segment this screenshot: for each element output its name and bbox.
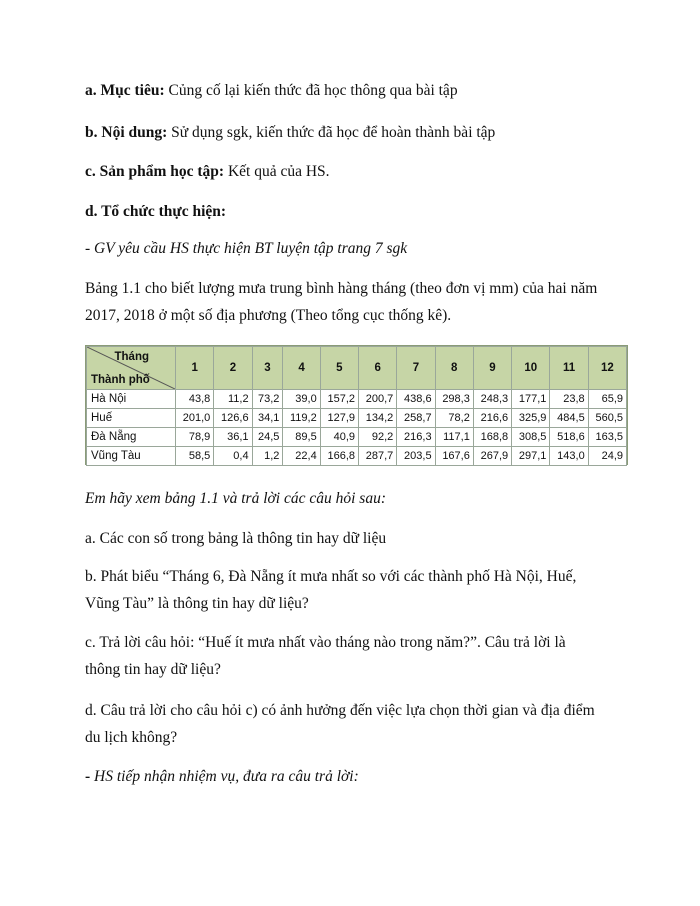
value-cell: 40,9 — [320, 428, 358, 447]
gv-task: - GV yêu cầu HS thực hiện BT luyện tập trang 7 sgk — [85, 240, 408, 257]
value-cell: 167,6 — [435, 447, 473, 466]
value-cell: 216,3 — [397, 428, 435, 447]
value-cell: 126,6 — [214, 409, 252, 428]
month-header: 10 — [512, 347, 550, 390]
city-cell: Hà Nội — [87, 390, 176, 409]
month-header: 1 — [176, 347, 214, 390]
value-cell: 177,1 — [512, 390, 550, 409]
to-chuc-line — [85, 203, 226, 221]
question-intro: Em hãy xem bảng 1.1 và trả lời các câu hỏi sau: — [85, 490, 386, 507]
month-header: 9 — [473, 347, 511, 390]
value-cell: 143,0 — [550, 447, 588, 466]
month-header: 6 — [359, 347, 397, 390]
hs-task-text: HS tiếp nhận nhiệm vụ, đưa ra câu trả lời: — [90, 768, 359, 785]
value-cell: 308,5 — [512, 428, 550, 447]
intro-line-2: 2017, 2018 ở một số địa phương (Theo tổng cục thống kê). — [85, 307, 452, 324]
value-cell: 73,2 — [252, 390, 283, 409]
value-cell: 22,4 — [283, 447, 320, 466]
value-cell: 248,3 — [473, 390, 511, 409]
value-cell: 298,3 — [435, 390, 473, 409]
table-row — [87, 428, 627, 447]
corner-label-city: Thành phố — [91, 374, 150, 386]
value-cell: 39,0 — [283, 390, 320, 409]
value-cell: 78,2 — [435, 409, 473, 428]
value-cell: 24,5 — [252, 428, 283, 447]
table-row — [87, 447, 627, 466]
muc-tieu-line — [85, 82, 458, 100]
month-header: 5 — [320, 347, 358, 390]
value-cell: 325,9 — [512, 409, 550, 428]
table-row — [87, 390, 627, 409]
value-cell: 34,1 — [252, 409, 283, 428]
san-pham-text: Kết quả của HS. — [224, 163, 330, 180]
hs-task-line — [85, 768, 359, 786]
question-a: a. Các con số trong bảng là thông tin hay dữ liệu — [85, 530, 387, 547]
question-d-line-1: d. Câu trả lời cho câu hỏi c) có ảnh hưởng đến việc lựa chọn thời gian và địa điểm — [85, 702, 595, 719]
question-d-line-2: du lịch không? — [85, 729, 178, 746]
value-cell: 36,1 — [214, 428, 252, 447]
value-cell: 157,2 — [320, 390, 358, 409]
corner-label-month: Tháng — [114, 351, 149, 363]
value-cell: 24,9 — [588, 447, 626, 466]
month-header: 7 — [397, 347, 435, 390]
value-cell: 166,8 — [320, 447, 358, 466]
value-cell: 58,5 — [176, 447, 214, 466]
value-cell: 297,1 — [512, 447, 550, 466]
san-pham-label: c. Sản phẩm học tập: — [85, 163, 225, 180]
city-cell: Đà Nẵng — [87, 428, 176, 447]
noi-dung-label: b. Nội dung: — [85, 124, 168, 141]
table-row — [87, 409, 627, 428]
value-cell: 117,1 — [435, 428, 473, 447]
value-cell: 200,7 — [359, 390, 397, 409]
san-pham-line — [85, 163, 330, 181]
table-header-row — [87, 347, 627, 390]
value-cell: 0,4 — [214, 447, 252, 466]
month-header: 12 — [588, 347, 626, 390]
city-cell: Huế — [87, 409, 176, 428]
question-c-line-1: c. Trả lời câu hỏi: “Huế ít mưa nhất vào tháng nào trong năm?”. Câu trả lời là — [85, 634, 566, 651]
muc-tieu-label: a. Mục tiêu: — [85, 82, 165, 99]
muc-tieu-text: Củng cố lại kiến thức đã học thông qua bài tập — [164, 82, 458, 99]
value-cell: 287,7 — [359, 447, 397, 466]
month-header: 3 — [252, 347, 283, 390]
value-cell: 484,5 — [550, 409, 588, 428]
rainfall-table-wrapper — [85, 345, 628, 465]
value-cell: 43,8 — [176, 390, 214, 409]
value-cell: 216,6 — [473, 409, 511, 428]
value-cell: 127,9 — [320, 409, 358, 428]
value-cell: 134,2 — [359, 409, 397, 428]
intro-line-1: Bảng 1.1 cho biết lượng mưa trung bình hàng tháng (theo đơn vị mm) của hai năm — [85, 280, 598, 297]
value-cell: 267,9 — [473, 447, 511, 466]
city-cell: Vũng Tàu — [87, 447, 176, 466]
value-cell: 89,5 — [283, 428, 320, 447]
value-cell: 438,6 — [397, 390, 435, 409]
question-b-line-1: b. Phát biểu “Tháng 6, Đà Nẵng ít mưa nhất so với các thành phố Hà Nội, Huế, — [85, 568, 577, 585]
table-corner-cell — [87, 347, 176, 390]
month-header: 4 — [283, 347, 320, 390]
value-cell: 65,9 — [588, 390, 626, 409]
noi-dung-text: Sử dụng sgk, kiến thức đã học để hoàn thành bài tập — [167, 124, 496, 141]
value-cell: 163,5 — [588, 428, 626, 447]
value-cell: 168,8 — [473, 428, 511, 447]
question-c-line-2: thông tin hay dữ liệu? — [85, 661, 221, 678]
rainfall-table — [86, 346, 627, 466]
month-header: 11 — [550, 347, 588, 390]
value-cell: 23,8 — [550, 390, 588, 409]
value-cell: 1,2 — [252, 447, 283, 466]
value-cell: 560,5 — [588, 409, 626, 428]
value-cell: 258,7 — [397, 409, 435, 428]
month-header: 8 — [435, 347, 473, 390]
value-cell: 518,6 — [550, 428, 588, 447]
noi-dung-line — [85, 124, 495, 142]
value-cell: 203,5 — [397, 447, 435, 466]
value-cell: 119,2 — [283, 409, 320, 428]
month-header: 2 — [214, 347, 252, 390]
question-b-line-2: Vũng Tàu” là thông tin hay dữ liệu? — [85, 595, 309, 612]
value-cell: 11,2 — [214, 390, 252, 409]
to-chuc-label: d. Tổ chức thực hiện: — [85, 203, 227, 220]
value-cell: 78,9 — [176, 428, 214, 447]
hs-task-dash: - — [85, 768, 91, 785]
value-cell: 201,0 — [176, 409, 214, 428]
value-cell: 92,2 — [359, 428, 397, 447]
